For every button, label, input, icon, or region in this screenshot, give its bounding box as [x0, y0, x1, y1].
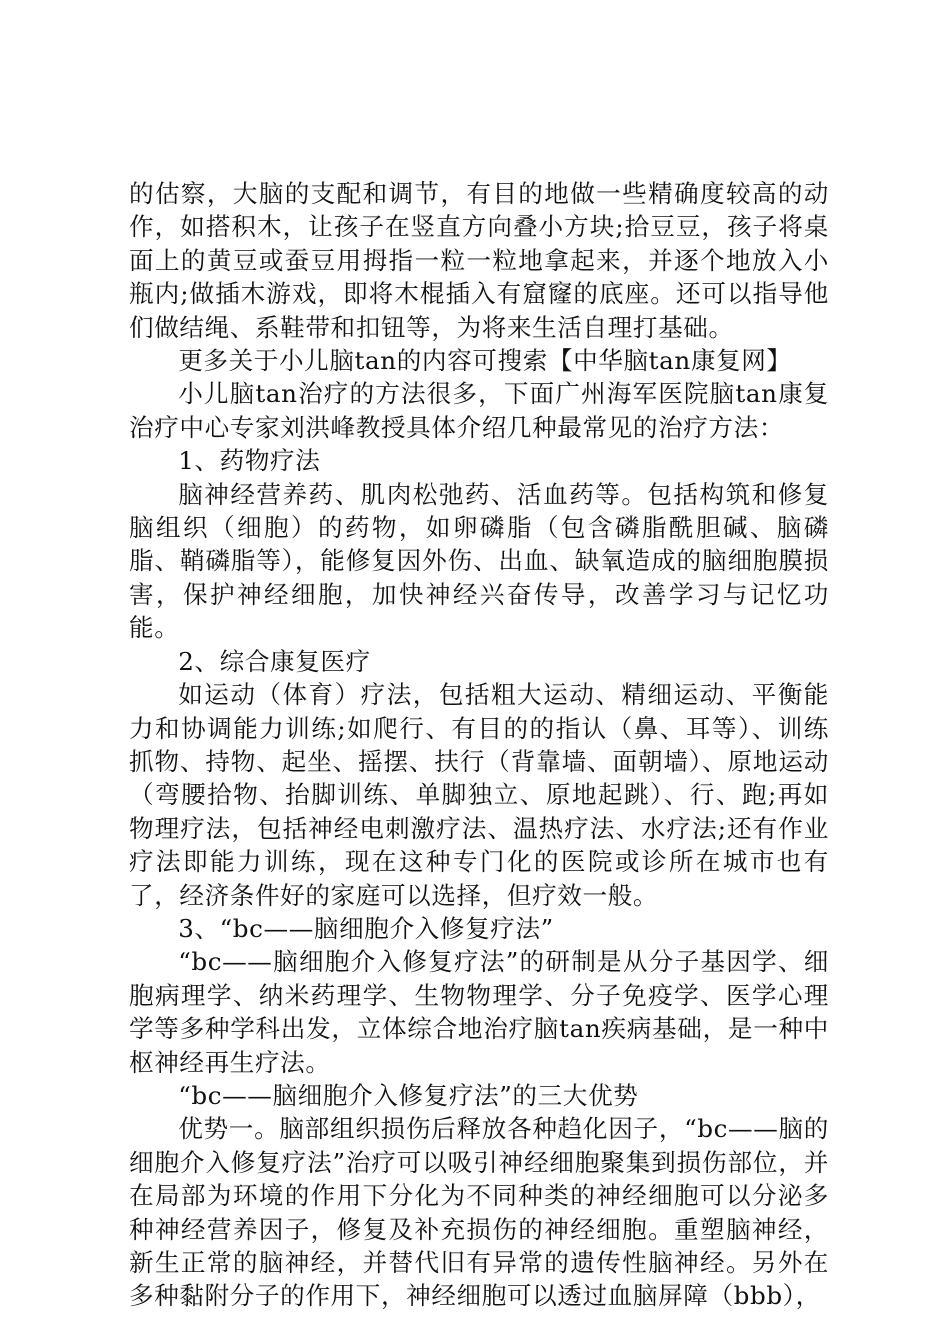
paragraph-bc-therapy: “bc——脑细胞介入修复疗法”的研制是从分子基因学、细胞病理学、纳米药理学、生物物理学、分子免疫学、医学心理学等多种学科出发，立体综合地治疗脑tan疾病基础，是一种中枢神经再生疗法。 [129, 947, 829, 1077]
paragraph-search-hint: 更多关于小儿脑tan的内容可搜索【中华脑tan康复网】 [178, 346, 792, 376]
paragraph-rehab: 如运动（体育）疗法，包括粗大运动、精细运动、平衡能力和协调能力训练;如爬行、有目的的指认（鼻、耳等）、训练抓物、持物、起坐、摇摆、扶行（背靠墙、面朝墙）、原地运动（弯腰拾物、抬脚训练、单脚独立、原地起跳）、行、跑;再如物理疗法，包括神经电刺激疗法、温热疗法、水疗法;还有作业疗法即能力训练，现在这种专门化的医院或诊所在城市也有了，经济条件好的家庭可以选择，但疗效一般。 [129, 680, 829, 910]
section-heading-bc-therapy: 3、“bc——脑细胞介入修复疗法” [178, 913, 554, 943]
section-heading-drug-therapy: 1、药物疗法 [178, 446, 321, 476]
section-heading-rehab: 2、综合康复医疗 [178, 646, 371, 676]
paragraph-intro: 小儿脑tan治疗的方法很多，下面广州海军医院脑tan康复治疗中心专家刘洪峰教授具体介绍几种最常见的治疗方法： [129, 379, 829, 442]
section-heading-advantages: “bc——脑细胞介入修复疗法”的三大优势 [178, 1080, 639, 1110]
paragraph-advantage-one: 优势一。脑部组织损伤后释放各种趋化因子，“bc——脑的细胞介入修复疗法”治疗可以吸引神经细胞聚集到损伤部位，并在局部为环境的作用下分化为不同种类的神经细胞可以分泌多种神经营养因子，修复及补充损伤的神经细胞。重塑脑神经，新生正常的脑神经，并替代旧有异常的遗传性脑神经。另外在多种黏附分子的作用下，神经细胞可以透过血脑屏障（bbb）， [129, 1114, 829, 1311]
paragraph-drug-therapy: 脑神经营养药、肌肉松弛药、活血药等。包括构筑和修复脑组织（细胞）的药物，如卵磷脂（包含磷脂酰胆碱、脑磷脂、鞘磷脂等），能修复因外伤、出血、缺氧造成的脑细胞膜损害，保护神经细胞，加快神经兴奋传导，改善学习与记忆功能。 [129, 479, 829, 643]
document-body [129, 177, 829, 1313]
paragraph-continuation: 的估察，大脑的支配和调节，有目的地做一些精确度较高的动作，如搭积木，让孩子在竖直方向叠小方块;拾豆豆，孩子将桌面上的黄豆或蚕豆用拇指一粒一粒地拿起来，并逐个地放入小瓶内;做插木游戏，即将木棍插入有窟窿的底座。还可以指导他们做结绳、系鞋带和扣钮等，为将来生活自理打基础。 [129, 179, 829, 342]
